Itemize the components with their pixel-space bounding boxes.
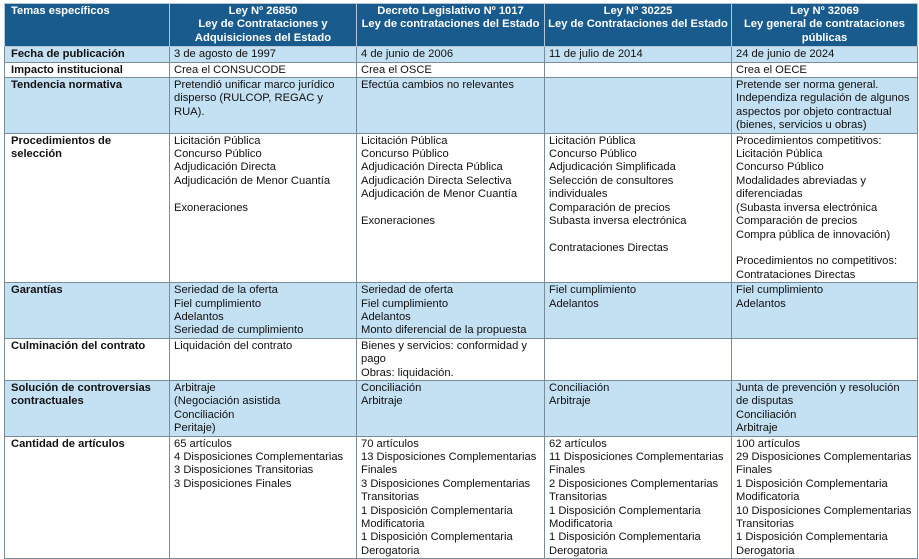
table-cell xyxy=(545,283,732,339)
cell-line: (Subasta inversa electrónica xyxy=(736,201,878,214)
cell-line: Arbitraje xyxy=(361,395,403,408)
table-cell xyxy=(732,47,918,62)
cell-line: Arbitraje xyxy=(174,381,216,394)
cell-line: 4 de junio de 2006 xyxy=(361,48,454,61)
topic-column-header: Temas específicos xyxy=(5,4,170,47)
table-cell xyxy=(732,380,918,436)
table-cell xyxy=(545,436,732,559)
cell-line: Compra pública de innovación) xyxy=(736,228,891,241)
table-row-tendencia-normativa xyxy=(5,78,918,134)
cell-line: 3 Disposiciones Complementarias Transitorias xyxy=(361,477,531,504)
row-label: Culminación del contrato xyxy=(5,338,170,380)
table-cell xyxy=(170,283,357,339)
table-cell xyxy=(732,338,918,380)
row-label: Solución de controversias contractuales xyxy=(5,380,170,436)
table-row-impacto-institucional xyxy=(5,62,918,77)
row-label: Tendencia normativa xyxy=(5,78,170,134)
cell-line: Crea el OECE xyxy=(736,63,807,76)
cell-line: Seriedad de oferta xyxy=(361,284,454,297)
cell-line: 1 Disposición Complementaria Modificatoria xyxy=(736,477,888,504)
table-cell xyxy=(170,436,357,559)
table-cell xyxy=(170,380,357,436)
cell-line: Pretendió unificar marco jurídico disperso (RULCOP, REGAC y RUA). xyxy=(174,79,335,118)
cell-line: Adjudicación Directa Selectiva xyxy=(361,174,512,187)
cell-line: 1 Disposición Complementaria Modificatoria xyxy=(361,504,513,531)
cell-line: 10 Disposiciones Complementarias Transitorias xyxy=(736,504,912,531)
table-cell xyxy=(357,78,545,134)
cell-line: Adjudicación de Menor Cuantía xyxy=(174,174,331,187)
table-cell xyxy=(170,78,357,134)
law-name: Ley Nº 30225 xyxy=(603,5,673,17)
cell-line: Exoneraciones xyxy=(361,215,436,228)
row-label: Garantías xyxy=(5,283,170,339)
table-cell xyxy=(545,338,732,380)
cell-line: Exoneraciones xyxy=(174,201,249,214)
cell-line: Conciliación xyxy=(549,381,610,394)
cell-line: Adelantos xyxy=(736,297,786,310)
cell-line: 3 Disposiciones Finales xyxy=(174,477,292,490)
law-header-26850 xyxy=(170,4,357,47)
cell-line: Fiel cumplimiento xyxy=(736,284,824,297)
cell-line: Conciliación xyxy=(361,381,422,394)
table-row-fecha-publicacion xyxy=(5,47,918,62)
law-title: Ley de Contrataciones del Estado xyxy=(548,18,728,31)
cell-line: Pretende ser norma general. xyxy=(736,79,879,92)
table-cell xyxy=(170,338,357,380)
table-cell xyxy=(357,133,545,282)
cell-line: Conciliación xyxy=(736,408,797,421)
cell-line: 13 Disposiciones Complementarias Finales xyxy=(361,450,537,477)
cell-line: 70 artículos xyxy=(361,437,419,450)
cell-line: Fiel cumplimiento xyxy=(361,297,449,310)
cell-line: 24 de junio de 2024 xyxy=(736,48,835,61)
law-name: Ley Nº 32069 xyxy=(790,5,859,17)
cell-line: 11 Disposiciones Complementarias Finales xyxy=(549,450,724,477)
table-cell xyxy=(357,47,545,62)
table-row-solucion-controversias xyxy=(5,380,918,436)
cell-line: 1 Disposición Complementaria Derogatoria xyxy=(736,531,888,557)
cell-line: Monto diferencial de la propuesta xyxy=(361,324,527,337)
table-row-garantias xyxy=(5,283,918,339)
cell-line: Adjudicación Directa Pública xyxy=(361,161,503,174)
cell-line: Concurso Público xyxy=(549,148,637,161)
cell-line: 62 artículos xyxy=(549,437,607,450)
cell-line: 65 artículos xyxy=(174,437,232,450)
cell-line: Arbitraje xyxy=(736,422,778,435)
cell-line: Junta de prevención y resolución de disputas xyxy=(736,381,900,408)
law-header-1017 xyxy=(357,4,545,47)
row-label: Procedimientos de selección xyxy=(5,133,170,282)
cell-line: Procedimientos competitivos: xyxy=(736,134,882,147)
row-label: Fecha de publicación xyxy=(5,47,170,62)
table-cell xyxy=(545,47,732,62)
table-cell xyxy=(357,62,545,77)
cell-line: Adelantos xyxy=(549,297,599,310)
comparison-table xyxy=(4,3,918,559)
cell-line: 1 Disposición Complementaria Derogatoria xyxy=(361,531,513,557)
table-cell xyxy=(545,78,732,134)
row-label: Impacto institucional xyxy=(5,62,170,77)
header-row xyxy=(5,4,918,47)
table-cell xyxy=(170,47,357,62)
cell-line: Adjudicación Simplificada xyxy=(549,161,676,174)
cell-line: Contrataciones Directas xyxy=(549,241,669,254)
cell-line: Obras: liquidación. xyxy=(361,366,454,379)
cell-line: Fiel cumplimiento xyxy=(174,297,262,310)
cell-line: Adelantos xyxy=(361,310,411,323)
cell-line: 29 Disposiciones Complementarias Finales xyxy=(736,450,912,477)
cell-line: Arbitraje xyxy=(549,395,591,408)
cell-line: Efectúa cambios no relevantes xyxy=(361,79,514,92)
table-cell xyxy=(732,78,918,134)
table-cell xyxy=(170,133,357,282)
table-cell xyxy=(732,62,918,77)
law-title: Ley de Contrataciones y Adquisiciones del Estado xyxy=(194,18,332,44)
cell-line xyxy=(549,229,727,242)
table-cell xyxy=(732,436,918,559)
cell-line: Comparación de precios xyxy=(549,201,671,214)
cell-line: Adjudicación Directa xyxy=(174,161,276,174)
cell-line: Concurso Público xyxy=(174,148,262,161)
cell-line: Independiza regulación de algunos aspectos por objeto contractual (bienes, servicios u obras) xyxy=(736,92,910,132)
table-cell xyxy=(357,338,545,380)
table-body xyxy=(5,47,918,559)
cell-line xyxy=(736,242,913,255)
cell-line: (Negociación asistida xyxy=(174,395,281,408)
cell-line: Peritaje) xyxy=(174,422,216,435)
cell-line: 3 Disposiciones Transitorias xyxy=(174,464,314,477)
cell-line: 1 Disposición Complementaria Modificatoria xyxy=(549,504,701,531)
cell-line: Licitación Pública xyxy=(361,134,448,147)
cell-line: Selección de consultores individuales xyxy=(549,174,674,201)
cell-line xyxy=(361,202,540,215)
row-label: Cantidad de artículos xyxy=(5,436,170,559)
table-row-procedimientos-seleccion xyxy=(5,133,918,282)
table-cell xyxy=(732,283,918,339)
cell-line xyxy=(174,188,352,201)
cell-line: 4 Disposiciones Complementarias xyxy=(174,450,344,463)
cell-line: Licitación Pública xyxy=(549,134,636,147)
cell-line: Seriedad de cumplimiento xyxy=(174,324,304,337)
table-cell xyxy=(545,62,732,77)
law-title: Ley general de contrataciones públicas xyxy=(743,18,906,44)
cell-line: 3 de agosto de 1997 xyxy=(174,48,277,61)
cell-line: Seriedad de la oferta xyxy=(174,284,278,297)
cell-line: Adjudicación de Menor Cuantía xyxy=(361,188,518,201)
table-cell xyxy=(170,62,357,77)
cell-line: 2 Disposiciones Complementarias Transitorias xyxy=(549,477,719,504)
table-cell xyxy=(545,380,732,436)
cell-line: Conciliación xyxy=(174,408,235,421)
table-cell xyxy=(545,133,732,282)
cell-line: 1 Disposición Complementaria Derogatoria xyxy=(549,531,701,557)
law-header-30225 xyxy=(545,4,732,47)
cell-line: Crea el OSCE xyxy=(361,63,432,76)
cell-line: 11 de julio de 2014 xyxy=(549,48,643,61)
cell-line: Comparación de precios xyxy=(736,215,858,228)
table-cell xyxy=(357,380,545,436)
cell-line: Crea el CONSUCODE xyxy=(174,63,286,76)
cell-line: Concurso Público xyxy=(361,148,449,161)
table-cell xyxy=(357,436,545,559)
cell-line: Bienes y servicios: conformidad y pago xyxy=(361,339,528,366)
law-name: Decreto Legislativo Nº 1017 xyxy=(377,5,524,17)
cell-line: 100 artículos xyxy=(736,437,801,450)
table-cell xyxy=(732,133,918,282)
cell-line: Licitación Pública xyxy=(174,134,261,147)
cell-line: Adelantos xyxy=(174,310,224,323)
cell-line: Procedimientos no competitivos: xyxy=(736,255,898,268)
cell-line: Modalidades abreviadas y diferenciadas xyxy=(736,174,866,201)
table-row-cantidad-articulos xyxy=(5,436,918,559)
law-title: Ley de contrataciones del Estado xyxy=(361,18,540,31)
law-name: Ley Nº 26850 xyxy=(228,5,298,17)
cell-line: Subasta inversa electrónica xyxy=(549,215,687,228)
cell-line: Licitación Pública xyxy=(736,148,823,161)
cell-line: Concurso Público xyxy=(736,161,824,174)
law-header-32069 xyxy=(732,4,918,47)
cell-line: Liquidación del contrato xyxy=(174,339,293,352)
table-cell xyxy=(357,283,545,339)
cell-line: Contrataciones Directas xyxy=(736,268,856,281)
cell-line: Fiel cumplimiento xyxy=(549,284,637,297)
table-row-culminacion-contrato xyxy=(5,338,918,380)
